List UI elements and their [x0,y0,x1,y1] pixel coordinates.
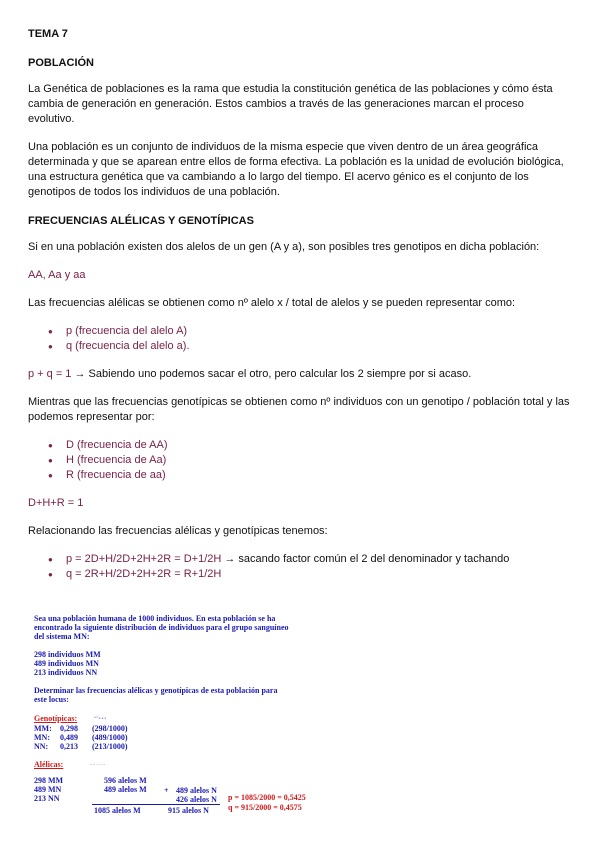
relation-formula: q = 2R+H/2D+2H+2R = R+1/2H [66,568,222,580]
relation-note: → sacando factor común el 2 del denominador y tachando [221,553,510,565]
list-item [48,567,600,582]
question-line: este locus: [34,695,69,704]
n-allele-value: 426 alelos N [176,795,217,804]
count-line: 213 individuos NN [34,668,98,677]
list-item: ● H (frecuencia de Aa) [48,453,600,468]
list-item: ● p (frecuencia del alelo A) [48,324,600,339]
intro-line: encontrado la siguiente distribución de individuos para el grupo sanguíneo [34,623,289,632]
genotypic-frequency-list [28,438,600,483]
m-allele-value: 596 alelos M [104,776,147,785]
intro-line: Sea una población humana de 1000 individuos. En esta población se ha [34,614,276,623]
paragraph-4: Las frecuencias alélicas se obtienen como nº alelo x / total de alelos y se pueden representar como: [28,297,516,309]
figure-counts [34,650,101,677]
allelic-rows [34,776,63,803]
list-item: 298 MM [34,776,64,785]
count-line: 298 individuos MM [34,650,101,659]
genotypes-line: AA, Aa y aa [28,269,86,281]
figure-intro [34,614,289,641]
section-heading-poblacion: POBLACIÓN [28,57,94,69]
count-line: 489 individuos MN [34,659,99,668]
figure-question [34,686,277,704]
plus-sign: + [164,786,169,795]
question-line: Determinar las frecuencias alélicas y genotípicas de esta población para [34,686,278,695]
table-row: NN: 0,213 (213/1000) [34,742,128,751]
paragraph-3: Si en una población existen dos alelos de un gen (A y a), son posibles tres genotipos en dicha población: [28,241,540,253]
n-allele-value: 489 alelos N [176,786,217,795]
q-result: q = 915/2000 = 0,4575 [228,803,302,812]
sum-divider-m [92,804,174,805]
relation-list [28,552,600,582]
genotypic-table [34,724,128,751]
list-item: 213 NN [34,794,60,803]
faint-annotation-mark: ∙∙∙∙ ∙∙ ∙∙∙∙ [90,763,105,768]
list-item: ● R (frecuencia de aa) [48,468,600,483]
n-allele-column [176,786,217,804]
genotypic-label: Genotípicas: [34,714,78,723]
n-allele-total: 915 alelos N [168,806,209,815]
table-row: MM: 0,298 (298/1000) [34,724,128,733]
list-item: ● D (frecuencia de AA) [48,438,600,453]
section-heading-frecuencias: FRECUENCIAS ALÉLICAS Y GENOTÍPICAS [28,215,254,227]
document-title: TEMA 7 [28,28,68,40]
p-result: p = 1085/2000 = 0,5425 [228,793,306,802]
sum-divider-n [168,804,220,805]
paragraph-5: Mientras que las frecuencias genotípicas se obtienen como nº individuos con un genotipo / población total y las podemos representar por: [28,396,570,423]
list-item: ● q (frecuencia del alelo a). [48,339,600,354]
m-allele-total: 1085 alelos M [94,806,141,815]
paragraph-1: La Genética de poblaciones es la rama que estudia la constitución genética de las poblaciones y cómo ésta cambia de generación en generación. Estos cambios a través de las generaciones marcan el proceso evolutivo. [28,83,553,125]
worked-example-figure [28,612,368,817]
pq-note: → Sabiendo uno podemos sacar el otro, pero calcular los 2 siempre por si acaso. [71,368,472,380]
list-item: 489 MN [34,785,62,794]
m-allele-column [104,776,147,794]
dhr-formula: D+H+R = 1 [28,497,84,509]
relation-formula: p = 2D+H/2D+2H+2R = D+1/2H [66,553,222,565]
allelic-frequency-list [28,324,600,354]
pq-line [28,367,573,382]
paragraph-6: Relacionando las frecuencias alélicas y genotípicas tenemos: [28,525,328,537]
pq-formula: p + q = 1 [28,368,72,380]
faint-annotation-mark: “”•∙•∙• [94,717,107,722]
m-allele-value: 489 alelos M [104,785,147,794]
table-row: MN: 0,489 (489/1000) [34,733,128,742]
paragraph-2: Una población es un conjunto de individuos de la misma especie que viven dentro de un área geográfica determinada y que se aparean entre ellos de forma efectiva. La población es la unidad de evolución biológica, una estructura genética que va cambiando a lo largo del tiempo. El acervo génico es el conjunto de los genotipos de todos los individuos de una población. [28,141,564,198]
allelic-label: Alélicas: [34,760,64,769]
intro-line: del sistema MN: [34,632,90,641]
list-item [48,552,600,567]
